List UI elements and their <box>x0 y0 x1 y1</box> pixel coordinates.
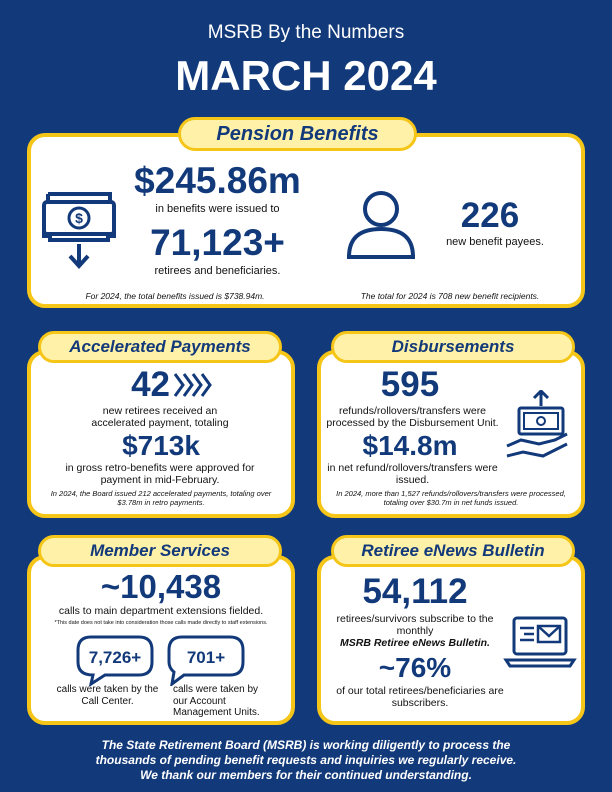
footer-line-2: thousands of pending benefit requests and inquiries we regularly receive. <box>95 753 517 767</box>
enews-percent-text: of our total retirees/beneficiaries are subscribers. <box>336 685 504 710</box>
disbursements-count-text: refunds/rollovers/transfers were processed by the Disbursement Unit. <box>326 405 499 430</box>
enews-percent: ~76% <box>378 652 452 683</box>
accelerated-heading: Accelerated Payments <box>38 331 282 363</box>
footer-message <box>0 738 612 783</box>
laptop-mail-icon <box>500 610 580 670</box>
fast-forward-icon <box>173 372 213 398</box>
pension-payees: 226 <box>460 196 520 235</box>
accelerated-amount: $713k <box>122 430 200 461</box>
disbursements-heading: Disbursements <box>331 331 575 363</box>
accelerated-amount-text: in gross retro-benefits were approved for payment in mid-February. <box>65 462 255 487</box>
account-mgmt-text: calls were taken by our Account Management Units. <box>173 684 260 718</box>
member-services-calls-text: calls to main department extensions fielded. <box>58 605 264 617</box>
pension-note-right: The total for 2024 is 708 new benefit recipients. <box>360 291 540 301</box>
accelerated-count: 42 <box>131 365 170 404</box>
person-icon <box>343 187 419 263</box>
pension-retirees: 71,123+ <box>150 222 285 263</box>
svg-text:$: $ <box>75 210 83 226</box>
pension-note-left: For 2024, the total benefits issued is $738.94m. <box>85 291 265 301</box>
accelerated-count-text: new retirees received an accelerated payment, totaling <box>91 405 229 430</box>
enews-subscribers: 54,112 <box>362 572 468 611</box>
header-subtitle: MSRB By the Numbers <box>207 22 405 43</box>
pension-heading: Pension Benefits <box>178 117 417 151</box>
cash-hand-icon <box>505 390 573 460</box>
pension-amount: $245.86m <box>134 160 301 201</box>
call-center-text: calls were taken by the Call Center. <box>56 684 159 707</box>
disbursements-amount: $14.8m <box>362 430 458 461</box>
call-center-count: 7,726+ <box>88 648 142 667</box>
pension-retirees-text: retirees and beneficiaries. <box>154 265 281 277</box>
money-bill-icon <box>40 188 120 273</box>
enews-bulletin-name: MSRB Retiree eNews Bulletin. <box>340 637 490 649</box>
member-services-calls-note: *This date does not take into consideration those calls made directly to staff extensions. <box>54 620 268 626</box>
disbursements-count: 595 <box>380 365 440 404</box>
account-mgmt-count: 701+ <box>186 648 226 667</box>
pension-payees-text: new benefit payees. <box>446 236 544 248</box>
disbursements-amount-text: in net refund/rollovers/transfers were issued. <box>327 462 498 487</box>
enews-subscribers-text: retirees/survivors subscribe to the monthly <box>336 613 494 638</box>
enews-heading: Retiree eNews Bulletin <box>331 535 575 567</box>
member-services-heading: Member Services <box>38 535 282 567</box>
member-services-calls: ~10,438 <box>100 568 222 605</box>
page-title: MARCH 2024 <box>175 52 437 99</box>
footer-line-3: We thank our members for their continued understanding. <box>140 768 472 782</box>
accelerated-note: In 2024, the Board issued 212 accelerated payments, totaling over $3.78m in retro payments. <box>50 489 272 507</box>
disbursements-note: In 2024, more than 1,527 refunds/rollovers/transfers were processed, totaling over $30.7m in net funds issued. <box>336 489 566 507</box>
footer-line-1: The State Retirement Board (MSRB) is working diligently to process the <box>101 738 511 752</box>
pension-amount-text: in benefits were issued to <box>155 203 280 215</box>
